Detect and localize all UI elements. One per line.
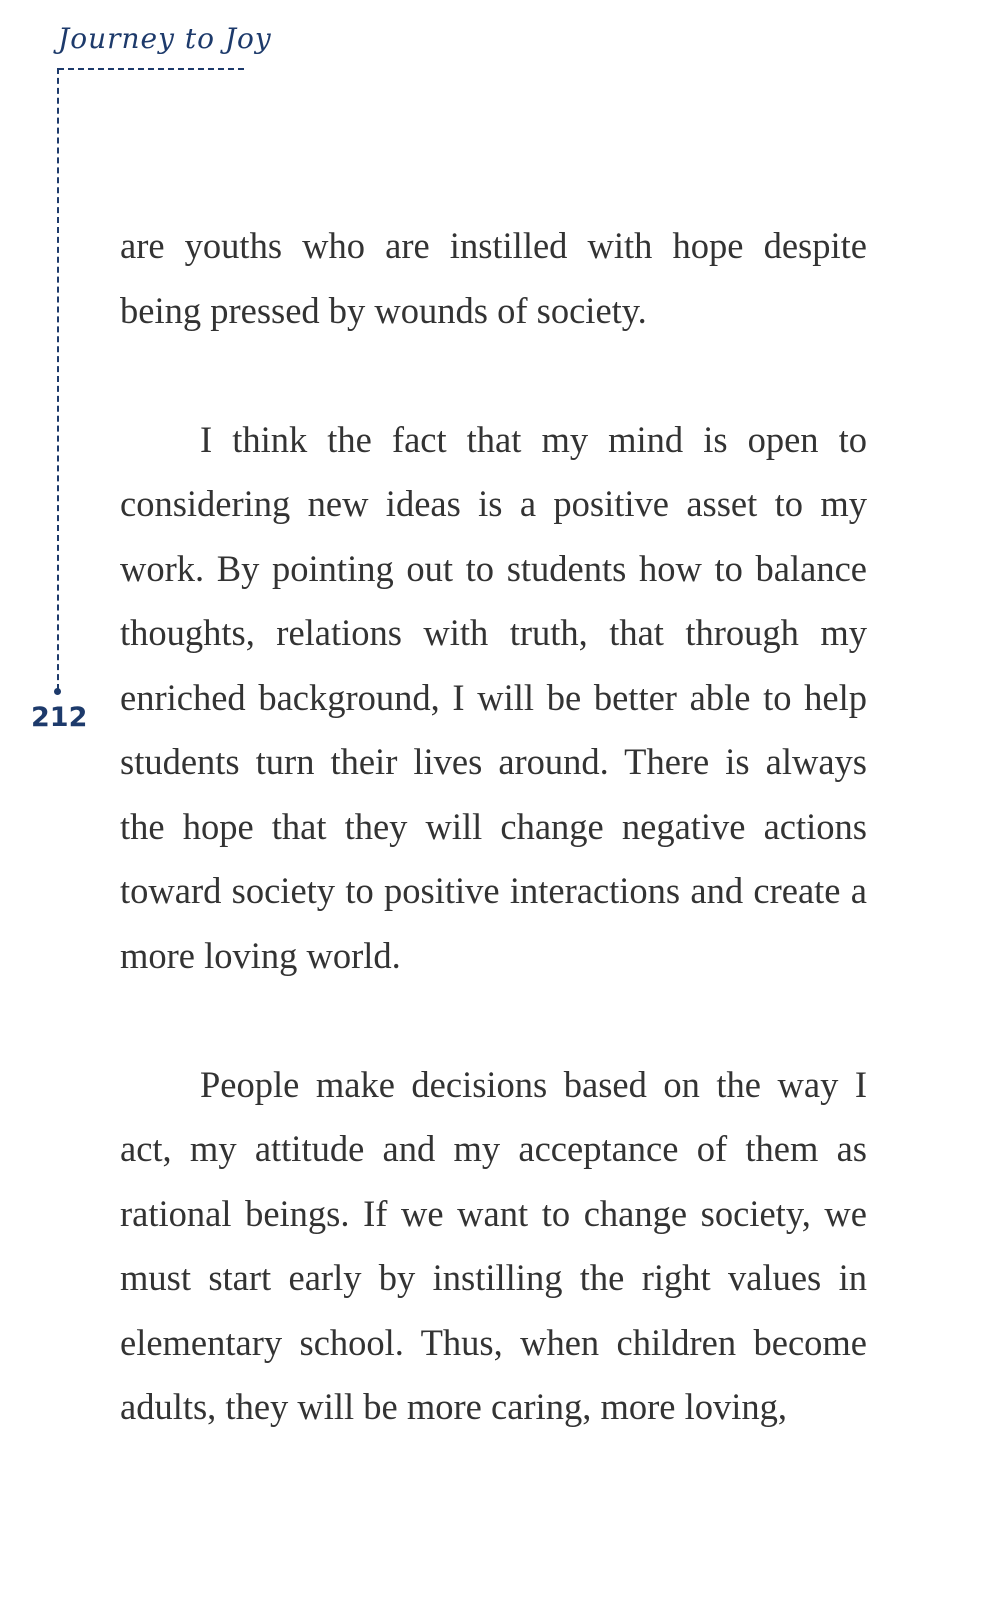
paragraph-continuation: are youths who are instilled with hope despite being pressed by wounds of society. xyxy=(120,225,867,331)
margin-dashed-rule xyxy=(57,68,59,690)
page-number: 212 xyxy=(31,702,88,733)
paragraph: People make decisions based on the way I act, my attitude and my acceptance of them as rational beings. If we want to change society, we must start early by instilling the right values in elementary school. Thus, when children become adults, they will be more caring, more loving, xyxy=(120,1063,867,1427)
margin-rule-dot xyxy=(54,688,61,695)
paragraph: I think the fact that my mind is open to considering new ideas is a positive asset to my work. By pointing out to students how to balance thoughts, relations with truth, that through my enriched background, I will be better able to help students turn their lives around. There is always the hope that they will change negative actions toward society to positive interactions and create a more loving world. xyxy=(120,418,867,976)
running-head-title: Journey to Joy xyxy=(58,22,272,55)
header-dashed-rule xyxy=(58,68,244,70)
body-text xyxy=(120,214,867,1504)
